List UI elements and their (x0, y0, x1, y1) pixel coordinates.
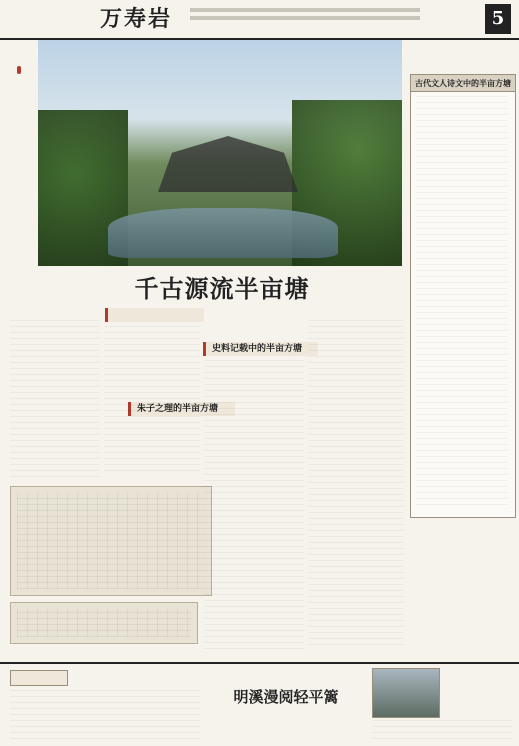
column-name: 万寿岩 (100, 6, 173, 32)
bottom-byline (206, 708, 366, 718)
subhead-2: 朱子之理的半亩方塘 (128, 402, 235, 416)
masthead-logo (10, 6, 54, 20)
subhead-1 (105, 308, 204, 322)
header-meta-bar (190, 8, 420, 12)
page-header (0, 0, 519, 40)
text-column-3 (204, 360, 304, 650)
illustration-map (10, 486, 212, 596)
illustration-secondary-texture (17, 609, 191, 637)
section-vertical-label (2, 60, 36, 200)
date-line (10, 22, 90, 32)
text-column-1 (10, 320, 100, 480)
subhead-3: 史料记载中的半亩方塘 (203, 342, 318, 356)
hero-pond (108, 208, 338, 258)
side-box-text (416, 96, 508, 506)
side-feature-title: 古代文人诗文中的半亩方塘 (411, 75, 515, 92)
bottom-column-tag (10, 670, 68, 686)
page-number: 5 (485, 4, 511, 34)
header-meta (190, 8, 420, 30)
bottom-section-rule (0, 662, 519, 664)
main-headline: 千古源流半亩塘 (134, 274, 310, 303)
bottom-text-right (372, 720, 512, 742)
bottom-headline: 明溪漫阅轻平篱 (233, 688, 339, 706)
section-vertical-tag (17, 66, 21, 74)
hero-pavilion (158, 136, 298, 192)
text-column-4 (308, 320, 404, 650)
illustration-secondary (10, 602, 198, 644)
main-byline (40, 304, 404, 314)
illustration-map-texture (17, 493, 205, 589)
text-column-2 (104, 326, 200, 476)
bottom-photo (372, 668, 440, 718)
hero-photo (38, 40, 402, 266)
header-meta-bar-2 (190, 16, 420, 20)
bottom-text-left (10, 690, 200, 740)
